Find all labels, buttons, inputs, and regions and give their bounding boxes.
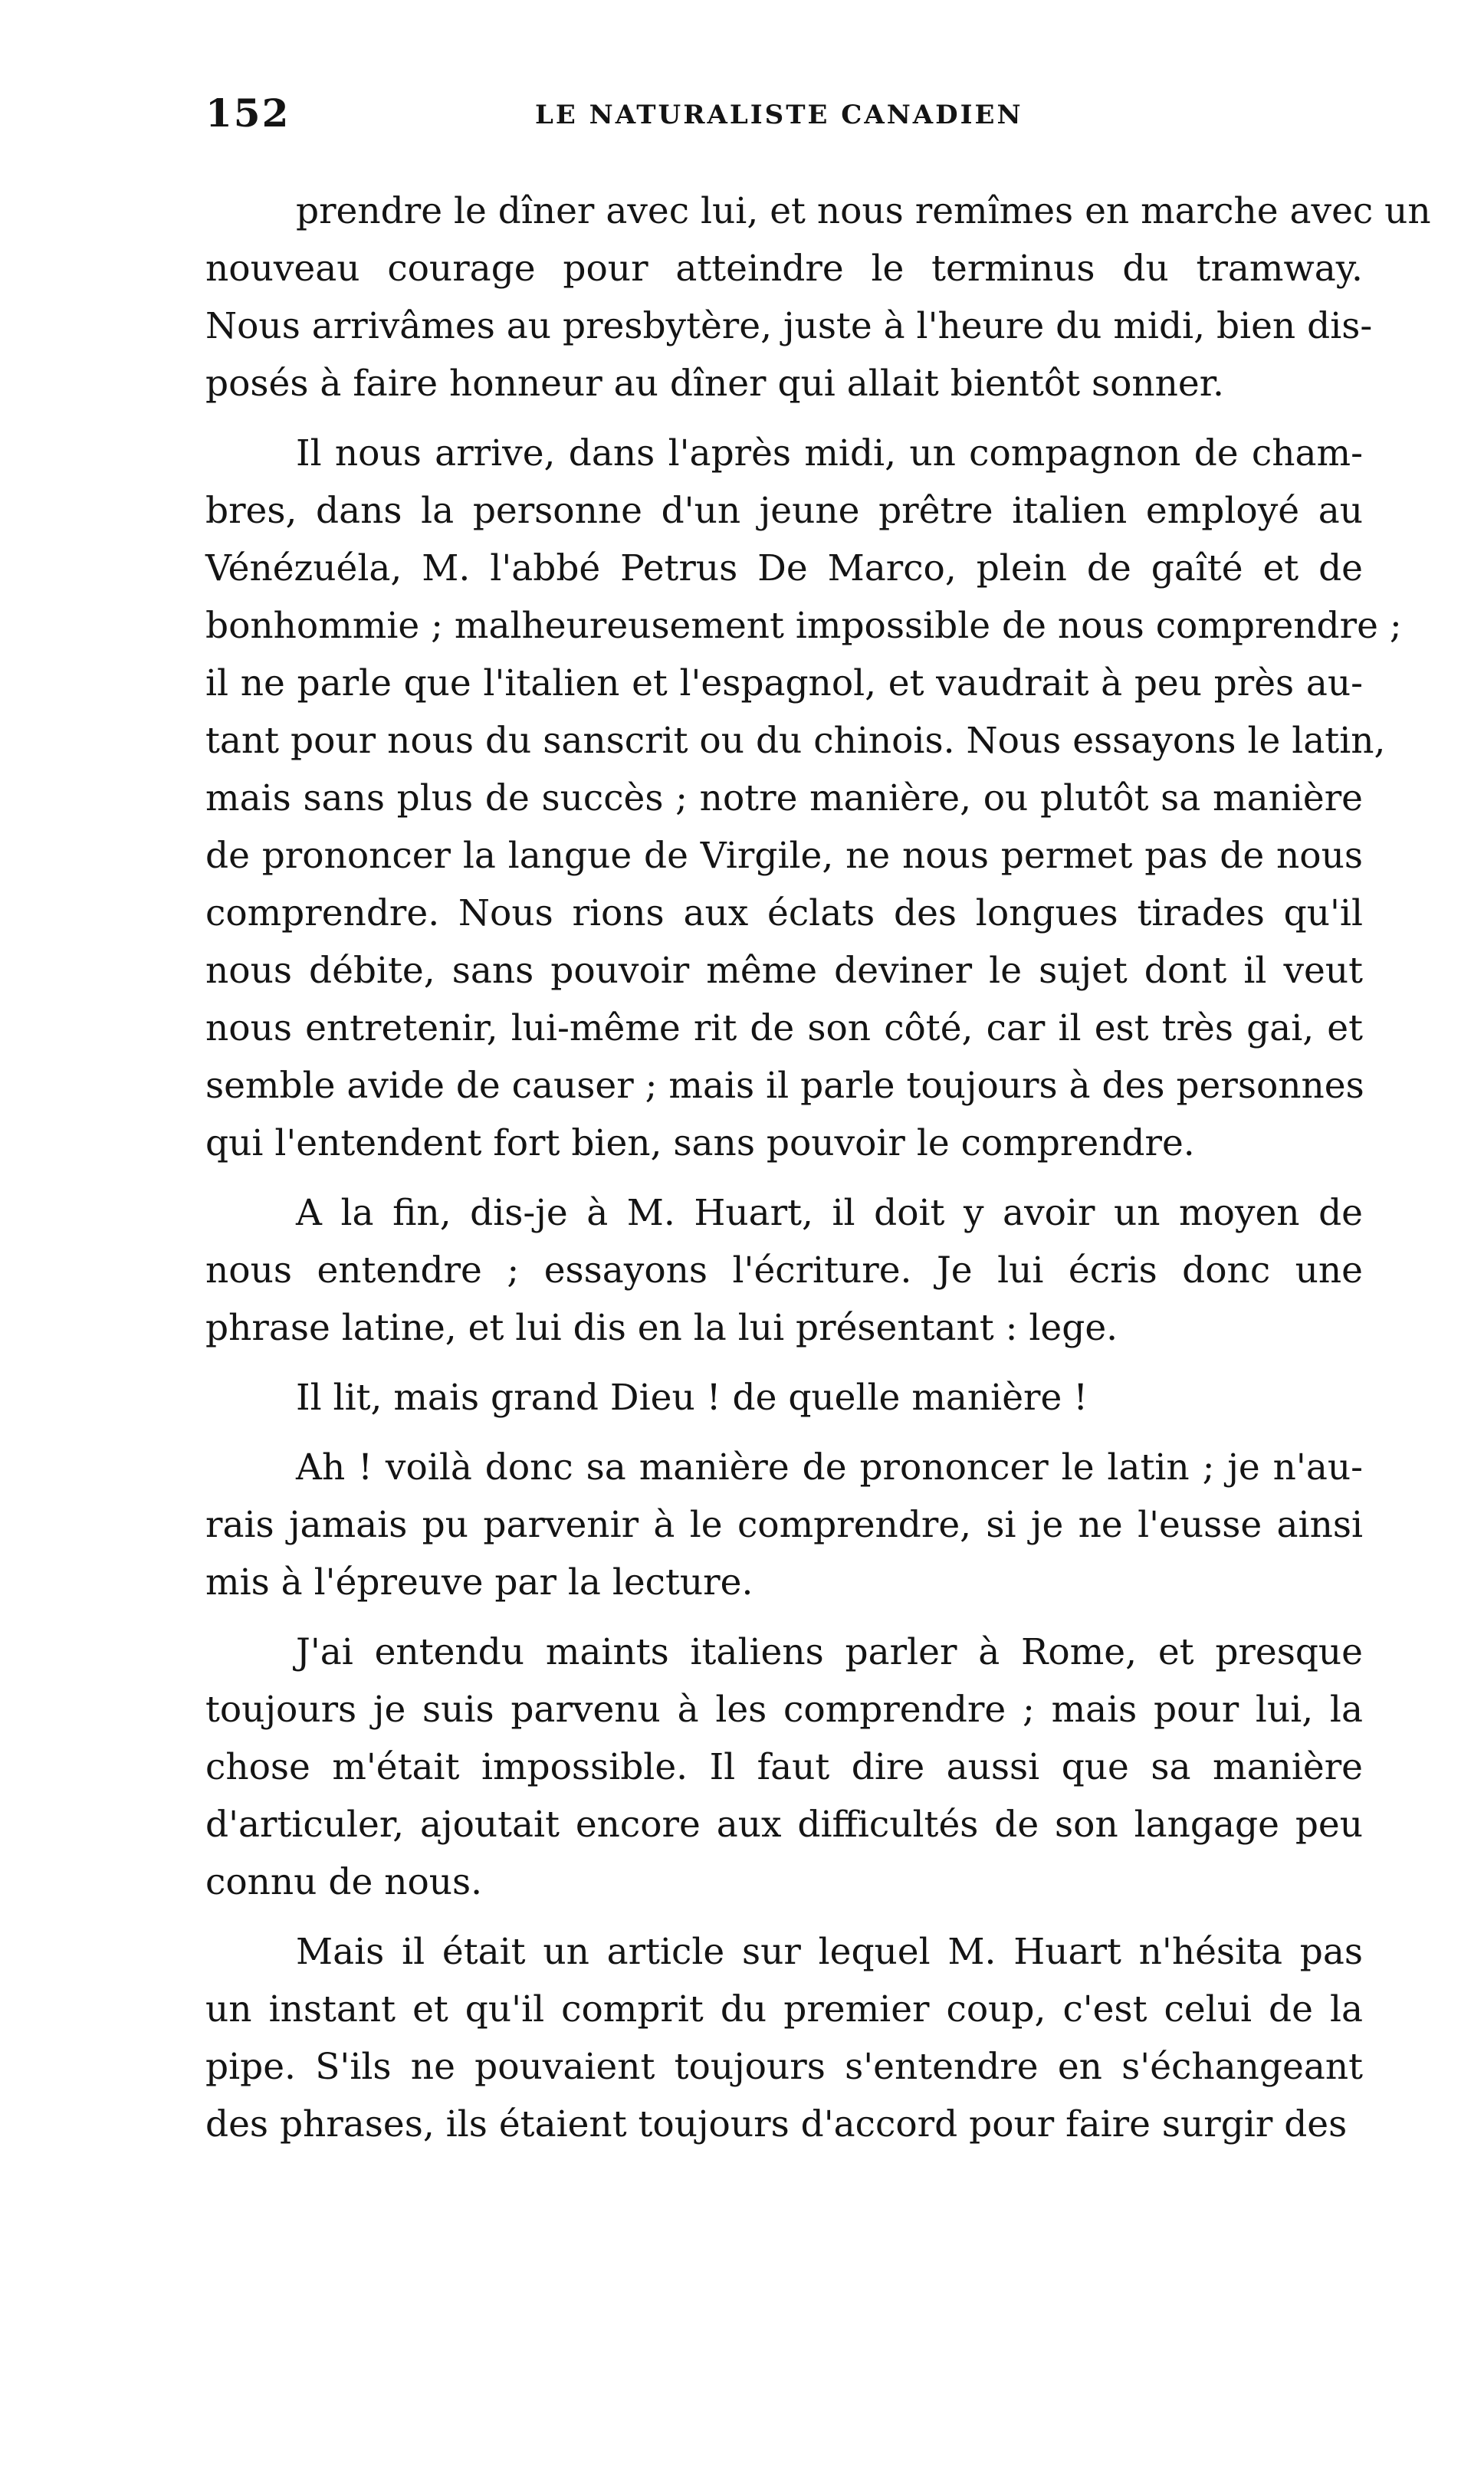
text-line: Vénézuéla, M. l'abbé Petrus De Marco, plein de gaîté et de: [205, 547, 1363, 589]
text-line: prendre le dîner avec lui, et nous remîmes en marche avec un: [296, 190, 1431, 232]
paragraph: [205, 1439, 1363, 1611]
body-text: [205, 182, 1431, 2165]
text-line: nous débite, sans pouvoir même deviner le sujet dont il veut: [205, 950, 1363, 992]
text-line: bonhommie ; malheureusement impossible de nous comprendre ;: [205, 605, 1402, 647]
text-line: A la fin, dis-je à M. Huart, il doit y avoir un moyen de: [296, 1192, 1363, 1234]
running-head: [205, 90, 1363, 144]
text-line: semble avide de causer ; mais il parle toujours à des personnes: [205, 1065, 1364, 1107]
text-line: pipe. S'ils ne pouvaient toujours s'entendre en s'échangeant: [205, 2046, 1363, 2088]
text-line: Mais il était un article sur lequel M. Huart n'hésita pas: [296, 1931, 1363, 1973]
text-line: de prononcer la langue de Virgile, ne nous permet pas de nous: [205, 835, 1363, 877]
paragraph: [205, 1369, 1363, 1426]
text-line: nous entretenir, lui-même rit de son côté, car il est très gai, et: [205, 1007, 1363, 1049]
text-line: rais jamais pu parvenir à le comprendre, si je ne l'eusse ainsi: [205, 1504, 1363, 1546]
paragraph: [205, 1623, 1363, 1911]
text-line: posés à faire honneur au dîner qui allait bientôt sonner.: [205, 363, 1224, 405]
text-line: toujours je suis parvenu à les comprendre ; mais pour lui, la: [205, 1689, 1363, 1731]
text-line: Ah ! voilà donc sa manière de prononcer le latin ; je n'au-: [296, 1446, 1363, 1489]
text-line: Nous arrivâmes au presbytère, juste à l'heure du midi, bien dis-: [205, 305, 1373, 347]
paragraph: [205, 425, 1402, 1172]
text-line: chose m'était impossible. Il faut dire aussi que sa manière: [205, 1746, 1363, 1788]
text-line: connu de nous.: [205, 1861, 483, 1903]
text-line: mais sans plus de succès ; notre manière, ou plutôt sa manière: [205, 777, 1363, 819]
text-line: comprendre. Nous rions aux éclats des longues tirades qu'il: [205, 892, 1363, 934]
paragraph: [205, 182, 1431, 412]
paragraph: [205, 1923, 1363, 2153]
text-line: il ne parle que l'italien et l'espagnol, et vaudrait à peu près au-: [205, 662, 1363, 704]
text-line: qui l'entendent fort bien, sans pouvoir le comprendre.: [205, 1122, 1195, 1164]
text-line: bres, dans la personne d'un jeune prêtre italien employé au: [205, 490, 1363, 532]
text-line: phrase latine, et lui dis en la lui présentant : lege.: [205, 1307, 1118, 1349]
text-line: J'ai entendu maints italiens parler à Rome, et presque: [296, 1631, 1363, 1673]
text-line: des phrases, ils étaient toujours d'accord pour faire surgir des: [205, 2103, 1348, 2145]
text-line: tant pour nous du sanscrit ou du chinois. Nous essayons le latin,: [205, 720, 1386, 762]
text-line: un instant et qu'il comprit du premier coup, c'est celui de la: [205, 1988, 1363, 2030]
paragraph: [205, 1184, 1363, 1357]
text-line: nouveau courage pour atteindre le terminus du tramway.: [205, 248, 1363, 290]
text-line: d'articuler, ajoutait encore aux difficultés de son langage peu: [205, 1804, 1363, 1846]
text-line: Il lit, mais grand Dieu ! de quelle manière !: [296, 1377, 1088, 1419]
text-line: mis à l'épreuve par la lecture.: [205, 1561, 753, 1604]
journal-title: LE NATURALISTE CANADIEN: [535, 100, 1023, 130]
page-number: 152: [205, 90, 291, 136]
text-line: nous entendre ; essayons l'écriture. Je lui écris donc une: [205, 1249, 1363, 1292]
text-line: Il nous arrive, dans l'après midi, un compagnon de cham-: [296, 432, 1363, 474]
